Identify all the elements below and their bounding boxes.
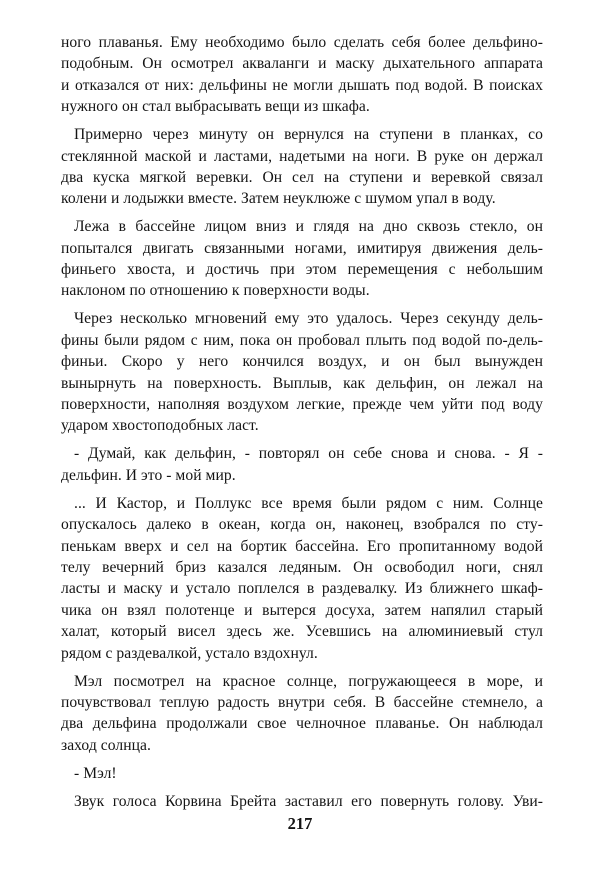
paragraph	[61, 32, 543, 118]
text-line: рядом с раздевалкой, устало вздохнул.	[61, 644, 318, 662]
paragraph	[61, 763, 543, 784]
paragraph	[61, 493, 543, 664]
text-line: поверхности, наполняя воздухом легкие, прежде чем уйти под воду	[61, 396, 543, 414]
text-line: колени и лодыжки вместе. Затем неуклюже с шумом упал в воду.	[61, 190, 496, 208]
paragraph	[61, 671, 543, 757]
text-line: Через несколько мгновений ему это удалось. Через секунду дель-	[74, 310, 543, 328]
paragraph	[61, 216, 543, 302]
text-line: вынырнуть на поверхность. Выплыв, как дельфин, он лежал на	[61, 374, 543, 392]
text-line: подобным. Он осмотрел акваланги и маску дыхательного аппарата	[61, 55, 543, 73]
text-line: и отказался от них: дельфины не могли дышать под водой. В поисках	[61, 76, 543, 94]
paragraph	[61, 124, 543, 210]
page-body	[61, 32, 543, 819]
text-line: два куска мягкой веревки. Он сел на ступени и веревкой связал	[61, 168, 543, 186]
text-line: Звук голоса Корвина Брейта заставил его повернуть голову. Уви-	[74, 792, 543, 810]
text-line: ударом хвостоподобных ласт.	[61, 417, 259, 435]
text-line: наклоном по отношению к поверхности воды.	[61, 282, 370, 300]
text-line: попытался двигать связанными ногами, имитируя движения дель-	[61, 239, 543, 257]
text-line: почувствовал теплую радость внутри себя. В бассейне стемнело, а	[61, 693, 543, 711]
text-line: ласты и маску и устало поплелся в раздевалку. Из ближнего шкаф-	[61, 580, 543, 598]
text-line: два дельфина продолжали свое челночное плаванье. Он наблюдал	[61, 715, 543, 733]
text-line: ного плаванья. Ему необходимо было сделать себя более дельфино-	[61, 34, 543, 51]
text-line: чика он взял полотенце и вытерся досуха, затем напялил старый	[61, 601, 543, 619]
text-line: фины были рядом с ним, пока он пробовал плыть под водой по-дель-	[61, 331, 543, 349]
text-line: Мэл посмотрел на красное солнце, погружающееся в море, и	[74, 672, 543, 690]
text-line: дельфин. И это - мой мир.	[61, 466, 236, 484]
text-line: пенькам вверх и сел на бортик бассейна. Его пропитанному водой	[61, 537, 543, 555]
text-line: финьи. Скоро у него кончился воздух, и он был вынужден	[61, 353, 543, 371]
text-line: ... И Кастор, и Поллукс все время были рядом с ним. Солнце	[74, 494, 543, 512]
text-line: - Думай, как дельфин, - повторял он себе снова и снова. - Я -	[74, 445, 543, 463]
text-line: стеклянной маской и ластами, надетыми на ноги. В руке он держал	[61, 147, 543, 165]
text-line: опускалось далеко в океан, когда он, наконец, взобрался по сту-	[61, 516, 543, 534]
paragraph	[61, 308, 543, 436]
text-line: телу вечерний бриз казался ледяным. Он освободил ноги, снял	[61, 558, 543, 576]
text-line: - Мэл!	[74, 764, 117, 782]
text-line: Примерно через минуту он вернулся на ступени в планках, со	[74, 126, 543, 144]
text-line: халат, который висел здесь же. Усевшись на алюминиевый стул	[61, 623, 543, 641]
page-number: 217	[287, 814, 313, 833]
paragraph	[61, 791, 543, 812]
text-line: финьего хвоста, и достичь при этом перемещения с небольшим	[61, 261, 543, 279]
text-line: Лежа в бассейне лицом вниз и глядя на дно сквозь стекло, он	[74, 218, 543, 236]
text-line: заход солнца.	[61, 736, 151, 754]
paragraph	[61, 443, 543, 486]
text-line: нужного он стал выбрасывать вещи из шкафа.	[61, 98, 370, 116]
